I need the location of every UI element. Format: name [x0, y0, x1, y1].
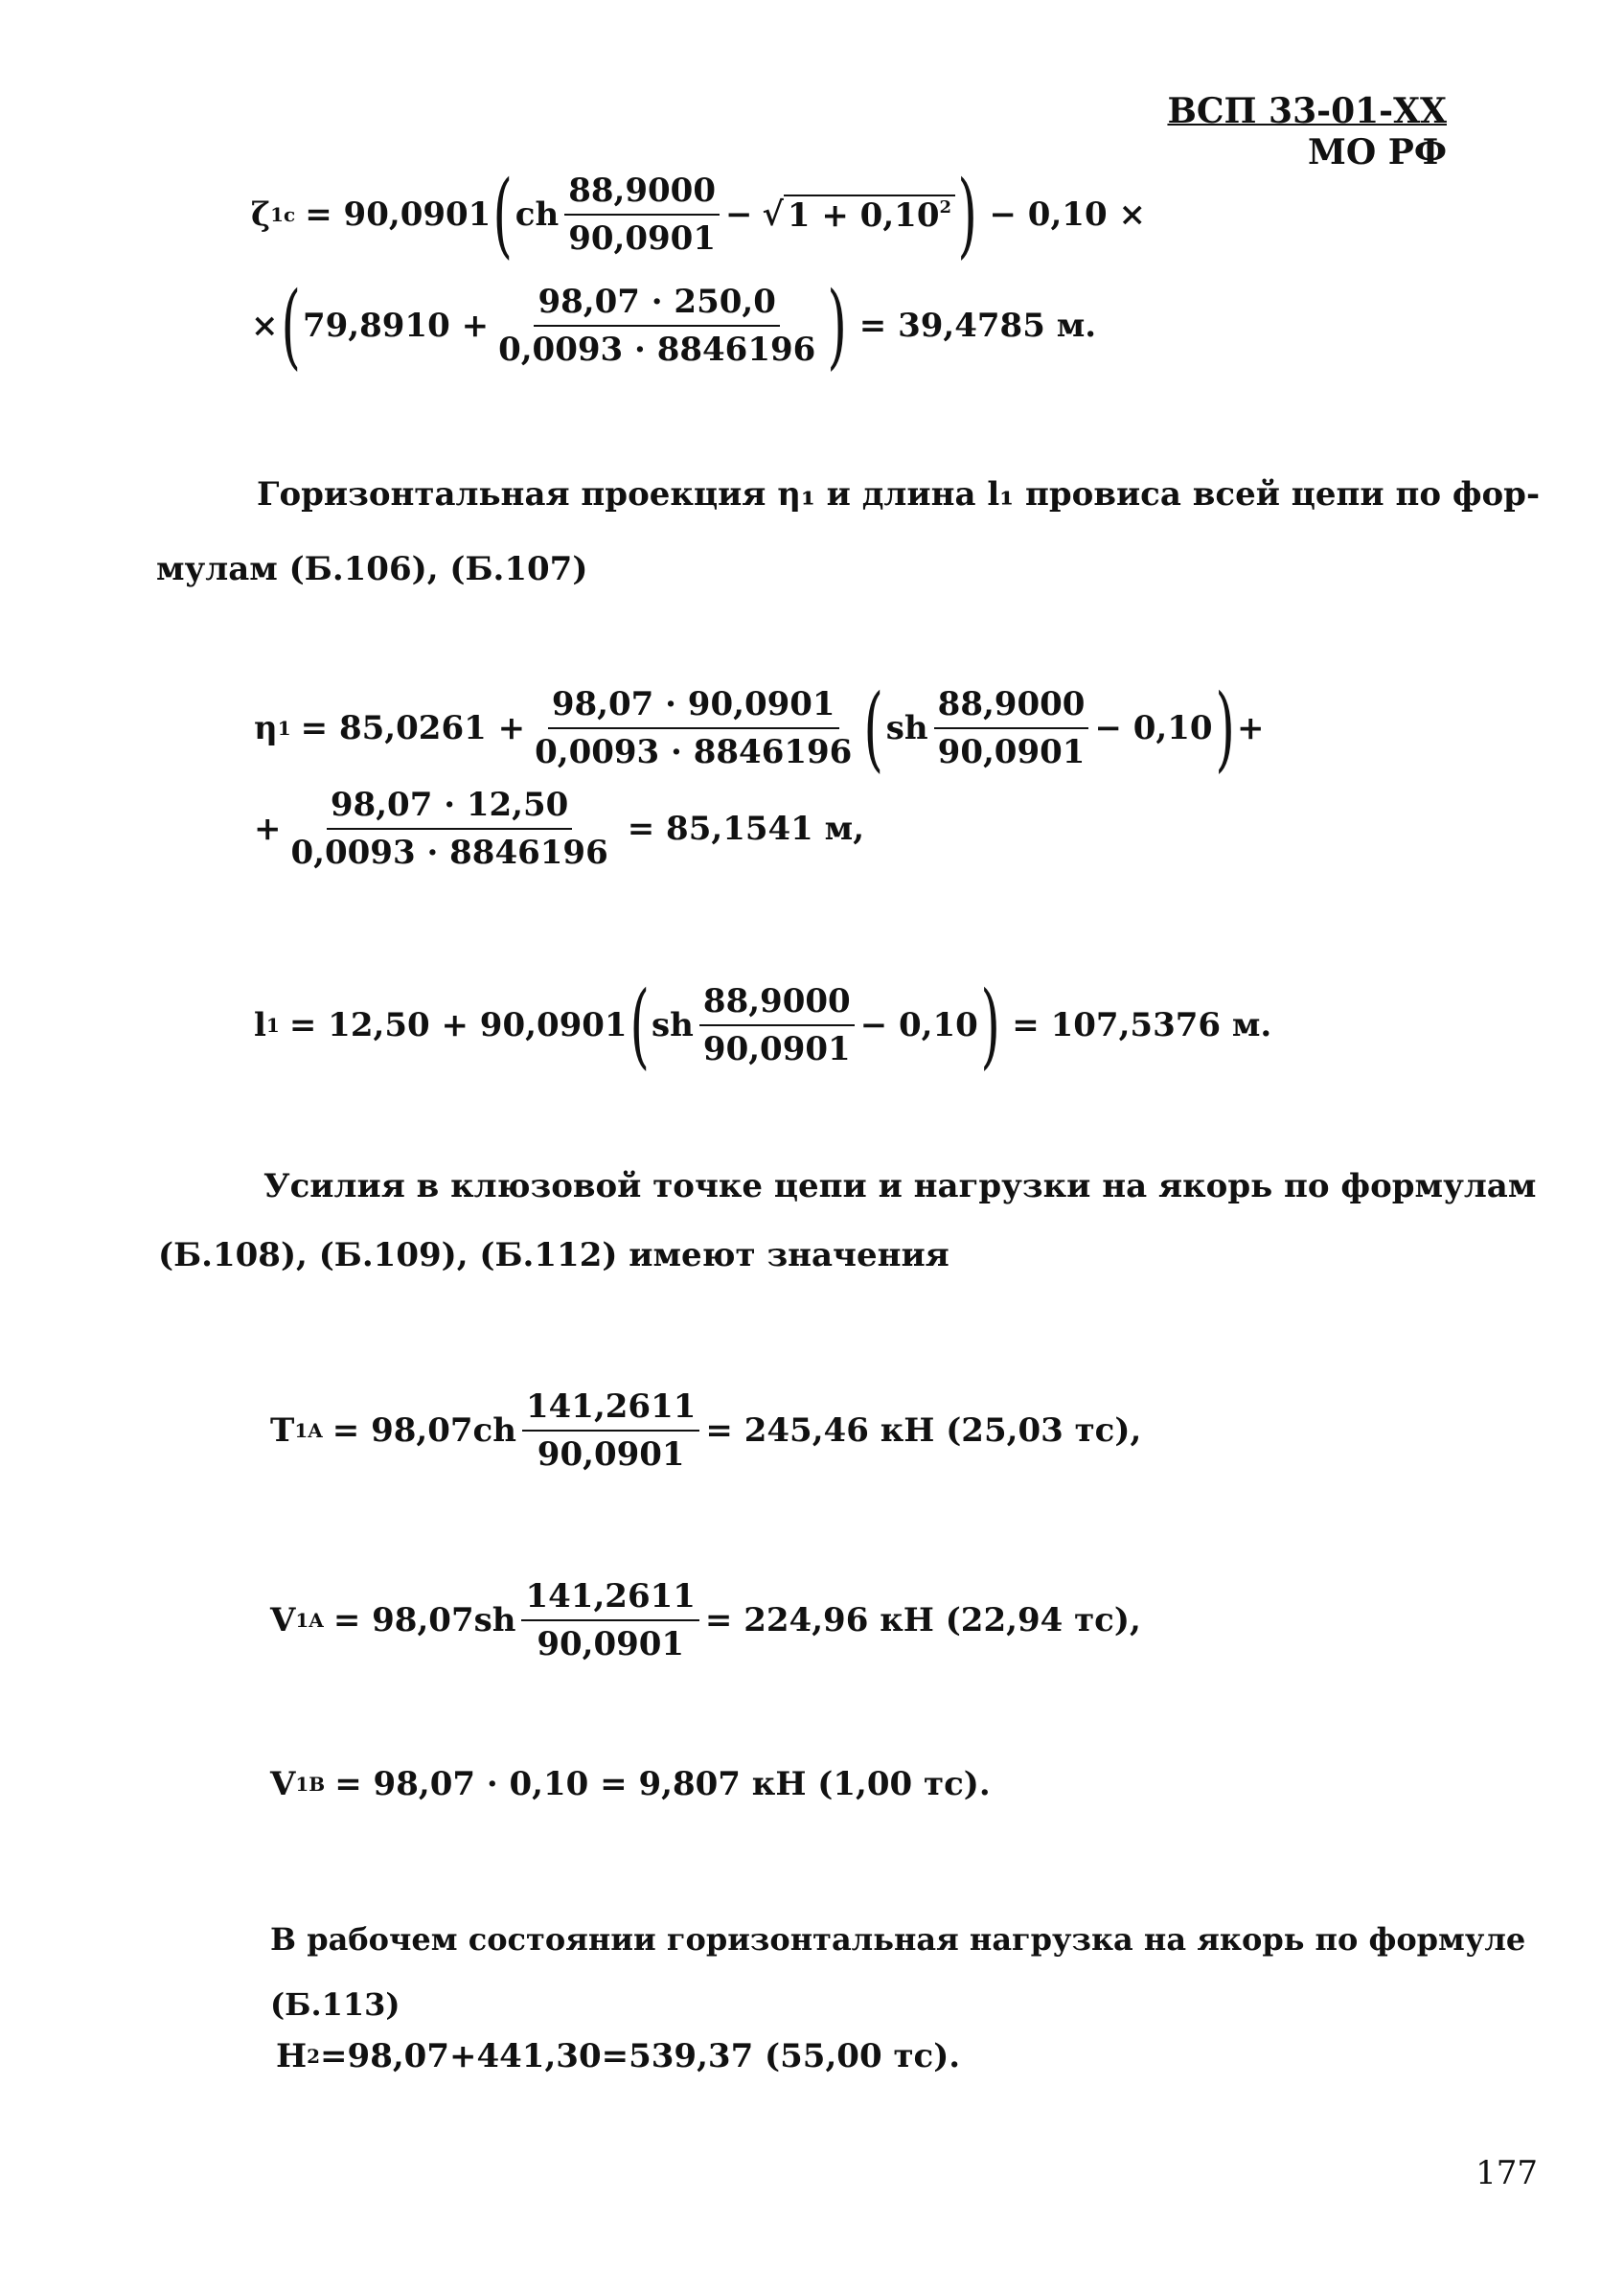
eta-fraction-1 — [531, 685, 856, 771]
T-fraction — [522, 1387, 699, 1474]
zeta-subscript: 1c — [270, 203, 296, 226]
doc-code-header: ВСП 33-01-ХХ — [1167, 91, 1447, 131]
eta-line2-fraction — [287, 786, 612, 872]
T-fraction-num: 141,2611 — [522, 1387, 699, 1432]
eta-line2-num: 98,07 · 12,50 — [327, 786, 572, 830]
zeta-minus: − — [725, 195, 753, 234]
V1B-symbol: V — [270, 1765, 296, 1803]
T-fraction-den: 90,0901 — [537, 1435, 685, 1474]
V1A-symbol: V — [270, 1601, 296, 1639]
V1A-fraction-num: 141,2611 — [521, 1577, 698, 1621]
eta-fraction-1-num: 98,07 · 90,0901 — [548, 685, 839, 729]
l-fraction-den: 90,0901 — [702, 1030, 851, 1068]
paragraph-1-line1: Горизонтальная проекция η₁ и длина l₁ провиса всей цепи по фор- — [257, 475, 1541, 514]
l-tail: − 0,10 — [859, 1006, 978, 1044]
equation-zeta-line2 — [251, 272, 1097, 379]
T-result: = 245,46 кН (25,03 тс), — [705, 1411, 1142, 1450]
equation-zeta-line1 — [251, 161, 1146, 268]
eta-plus: + — [1237, 709, 1265, 747]
page-number: 177 — [1475, 2154, 1538, 2192]
right-paren: ) — [1215, 675, 1235, 782]
equation-eta-line1 — [254, 675, 1265, 782]
eta-fraction-2-den: 90,0901 — [937, 733, 1086, 771]
right-paren: ) — [957, 161, 978, 268]
V1A-result: = 224,96 кН (22,94 тс), — [704, 1601, 1141, 1639]
eta-fraction-1-den: 0,0093 · 8846196 — [535, 733, 853, 771]
paragraph-3: В рабочем состоянии горизонтальная нагрузка на якорь по формуле (Б.113) — [270, 1921, 1526, 2023]
left-paren: ( — [629, 972, 650, 1079]
zeta-fraction-num: 88,9000 — [564, 172, 720, 216]
paragraph-2-line2: (Б.108), (Б.109), (Б.112) имеют значения — [158, 1236, 949, 1274]
zeta-line2-result: = 39,4785 м. — [858, 307, 1097, 345]
equation-eta-line2 — [254, 786, 864, 872]
H-subscript: 2 — [307, 2045, 321, 2068]
zeta-symbol: ζ — [251, 195, 271, 234]
zeta-line2-den: 0,0093 · 8846196 — [498, 331, 816, 369]
V1A-fraction-den: 90,0901 — [537, 1625, 685, 1663]
l-func: sh — [652, 1006, 694, 1044]
zeta-sqrt-exp: 2 — [939, 197, 952, 218]
l-coefficient: = 12,50 + 90,0901 — [288, 1006, 628, 1044]
eta-fraction-2-num: 88,9000 — [934, 685, 1089, 729]
V1A-coefficient: = 98,07sh — [332, 1601, 516, 1639]
l-fraction-num: 88,9000 — [699, 982, 855, 1026]
zeta-coefficient: = 90,0901 — [305, 195, 492, 234]
equation-V1A — [270, 1577, 1141, 1663]
T-subscript: 1A — [294, 1419, 323, 1442]
eta-line2-result: = 85,1541 м, — [627, 810, 865, 848]
equation-T1A — [270, 1387, 1141, 1474]
zeta-fraction-den: 90,0901 — [568, 219, 716, 258]
left-paren: ( — [280, 272, 301, 379]
l-symbol: l — [254, 1006, 266, 1044]
l-fraction — [699, 982, 855, 1068]
l-subscript: 1 — [265, 1014, 280, 1037]
eta-tail: − 0,10 — [1094, 709, 1213, 747]
zeta-func: ch — [515, 195, 560, 234]
eta-fraction-2 — [934, 685, 1089, 771]
zeta-fraction — [564, 172, 720, 258]
zeta-tail: − 0,10 × — [989, 195, 1146, 234]
V1B-body: = 98,07 · 0,10 = 9,807 кН (1,00 тс). — [334, 1765, 991, 1803]
zeta-line2-num: 98,07 · 250,0 — [534, 283, 779, 327]
left-paren: ( — [863, 675, 884, 782]
zeta-line2-term: 79,8910 + — [302, 307, 490, 345]
H-symbol: H — [276, 2037, 308, 2075]
equation-l — [254, 972, 1272, 1079]
equation-V1B — [270, 1765, 991, 1803]
sqrt-icon: √ — [762, 195, 784, 234]
T-symbol: T — [270, 1411, 295, 1450]
right-paren: ) — [827, 272, 848, 379]
zeta-sqrt — [763, 195, 956, 235]
zeta-sqrt-body: 1 + 0,10 — [787, 196, 940, 235]
H-body: =98,07+441,30=539,37 (55,00 тс). — [320, 2037, 961, 2075]
eta-subscript: 1 — [277, 717, 291, 740]
eta-coefficient: = 85,0261 + — [300, 709, 526, 747]
right-paren: ) — [980, 972, 1000, 1079]
zeta-line2-lead: × — [251, 307, 279, 345]
equation-H2 — [276, 2037, 960, 2075]
zeta-line2-fraction — [494, 283, 819, 369]
V1A-fraction — [521, 1577, 698, 1663]
eta-func: sh — [885, 709, 928, 747]
left-paren: ( — [492, 161, 514, 268]
eta-symbol: η — [254, 709, 278, 747]
eta-line2-den: 0,0093 · 8846196 — [290, 834, 608, 872]
l-result: = 107,5376 м. — [1012, 1006, 1272, 1044]
org-header: МО РФ — [1308, 132, 1447, 172]
eta-line2-lead: + — [254, 810, 282, 848]
V1A-subscript: 1A — [295, 1609, 324, 1632]
T-coefficient: = 98,07ch — [332, 1411, 516, 1450]
paragraph-1-line2: мулам (Б.106), (Б.107) — [156, 550, 588, 588]
V1B-subscript: 1B — [295, 1773, 326, 1796]
paragraph-2-line1: Усилия в клюзовой точке цепи и нагрузки на якорь по формулам — [263, 1167, 1537, 1205]
